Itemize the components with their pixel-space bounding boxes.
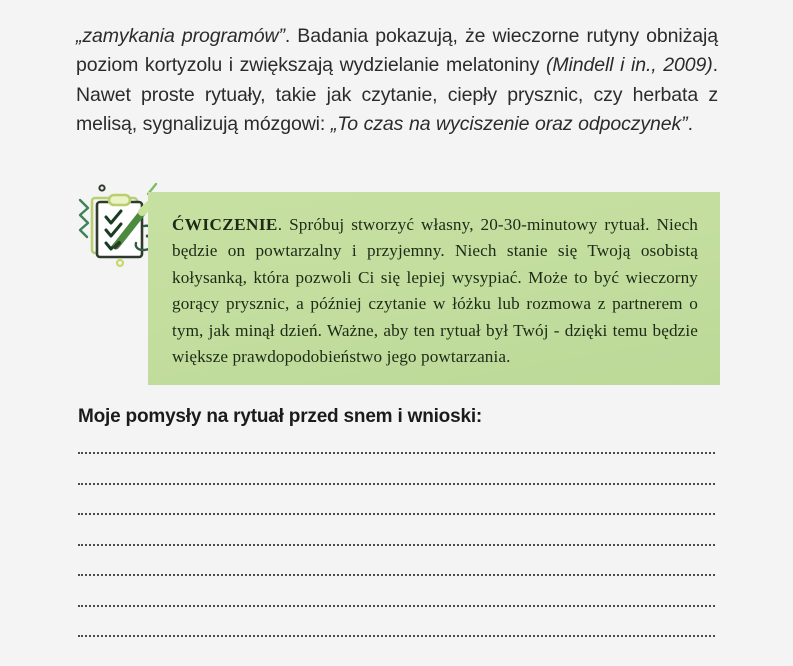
intro-paragraph — [76, 22, 718, 140]
intro-quote-closing: „To czas na wyciszenie oraz odpoczynek” — [330, 113, 688, 135]
exercise-callout — [66, 172, 720, 386]
intro-quote-opening: „zamykania programów” — [76, 24, 285, 47]
answer-line[interactable] — [78, 483, 715, 485]
intro-body-one: . Badania pokazują, że wieczorne rutyny obniżają poziom kortyzolu i zwiększają wydzielanie melatoniny — [76, 24, 718, 76]
answer-line[interactable] — [78, 452, 715, 454]
answer-line[interactable] — [78, 635, 715, 637]
answer-lines-area[interactable] — [78, 452, 715, 666]
intro-body-two: . Nawet proste rytuały, takie jak czytanie, ciepły prysznic, czy herbata z melisą, sygnalizują mózgowi: — [76, 54, 718, 135]
intro-final-period: . — [687, 113, 693, 135]
answer-line[interactable] — [78, 605, 715, 607]
exercise-lead-label: ĆWICZENIE — [172, 215, 278, 234]
intro-citation: (Mindell i in., 2009) — [545, 54, 713, 76]
exercise-paragraph — [172, 212, 698, 370]
exercise-body-text: . Spróbuj stworzyć własny, 20-30-minutowy rytuał. Niech będzie on powtarzalny i przyjemny. Niech stanie się Twoją osobistą kołysanką, która pozwoli Ci się lepiej wysypiać. Może to być wieczorny gorący prysznic, a później czytanie w łóżku lub rozmowa z partnerem o tym, jak minął dzień. Ważne, aby ten rytuał był Twój - dzięki temu będzie większe prawdopodobieństwo jego powtarzania. — [172, 215, 698, 367]
answer-line[interactable] — [78, 574, 715, 576]
answer-line[interactable] — [78, 513, 715, 515]
exercise-text-box — [148, 192, 720, 385]
prompt-heading: Moje pomysły na rytuał przed snem i wnioski: — [78, 406, 483, 427]
answer-line[interactable] — [78, 544, 715, 546]
